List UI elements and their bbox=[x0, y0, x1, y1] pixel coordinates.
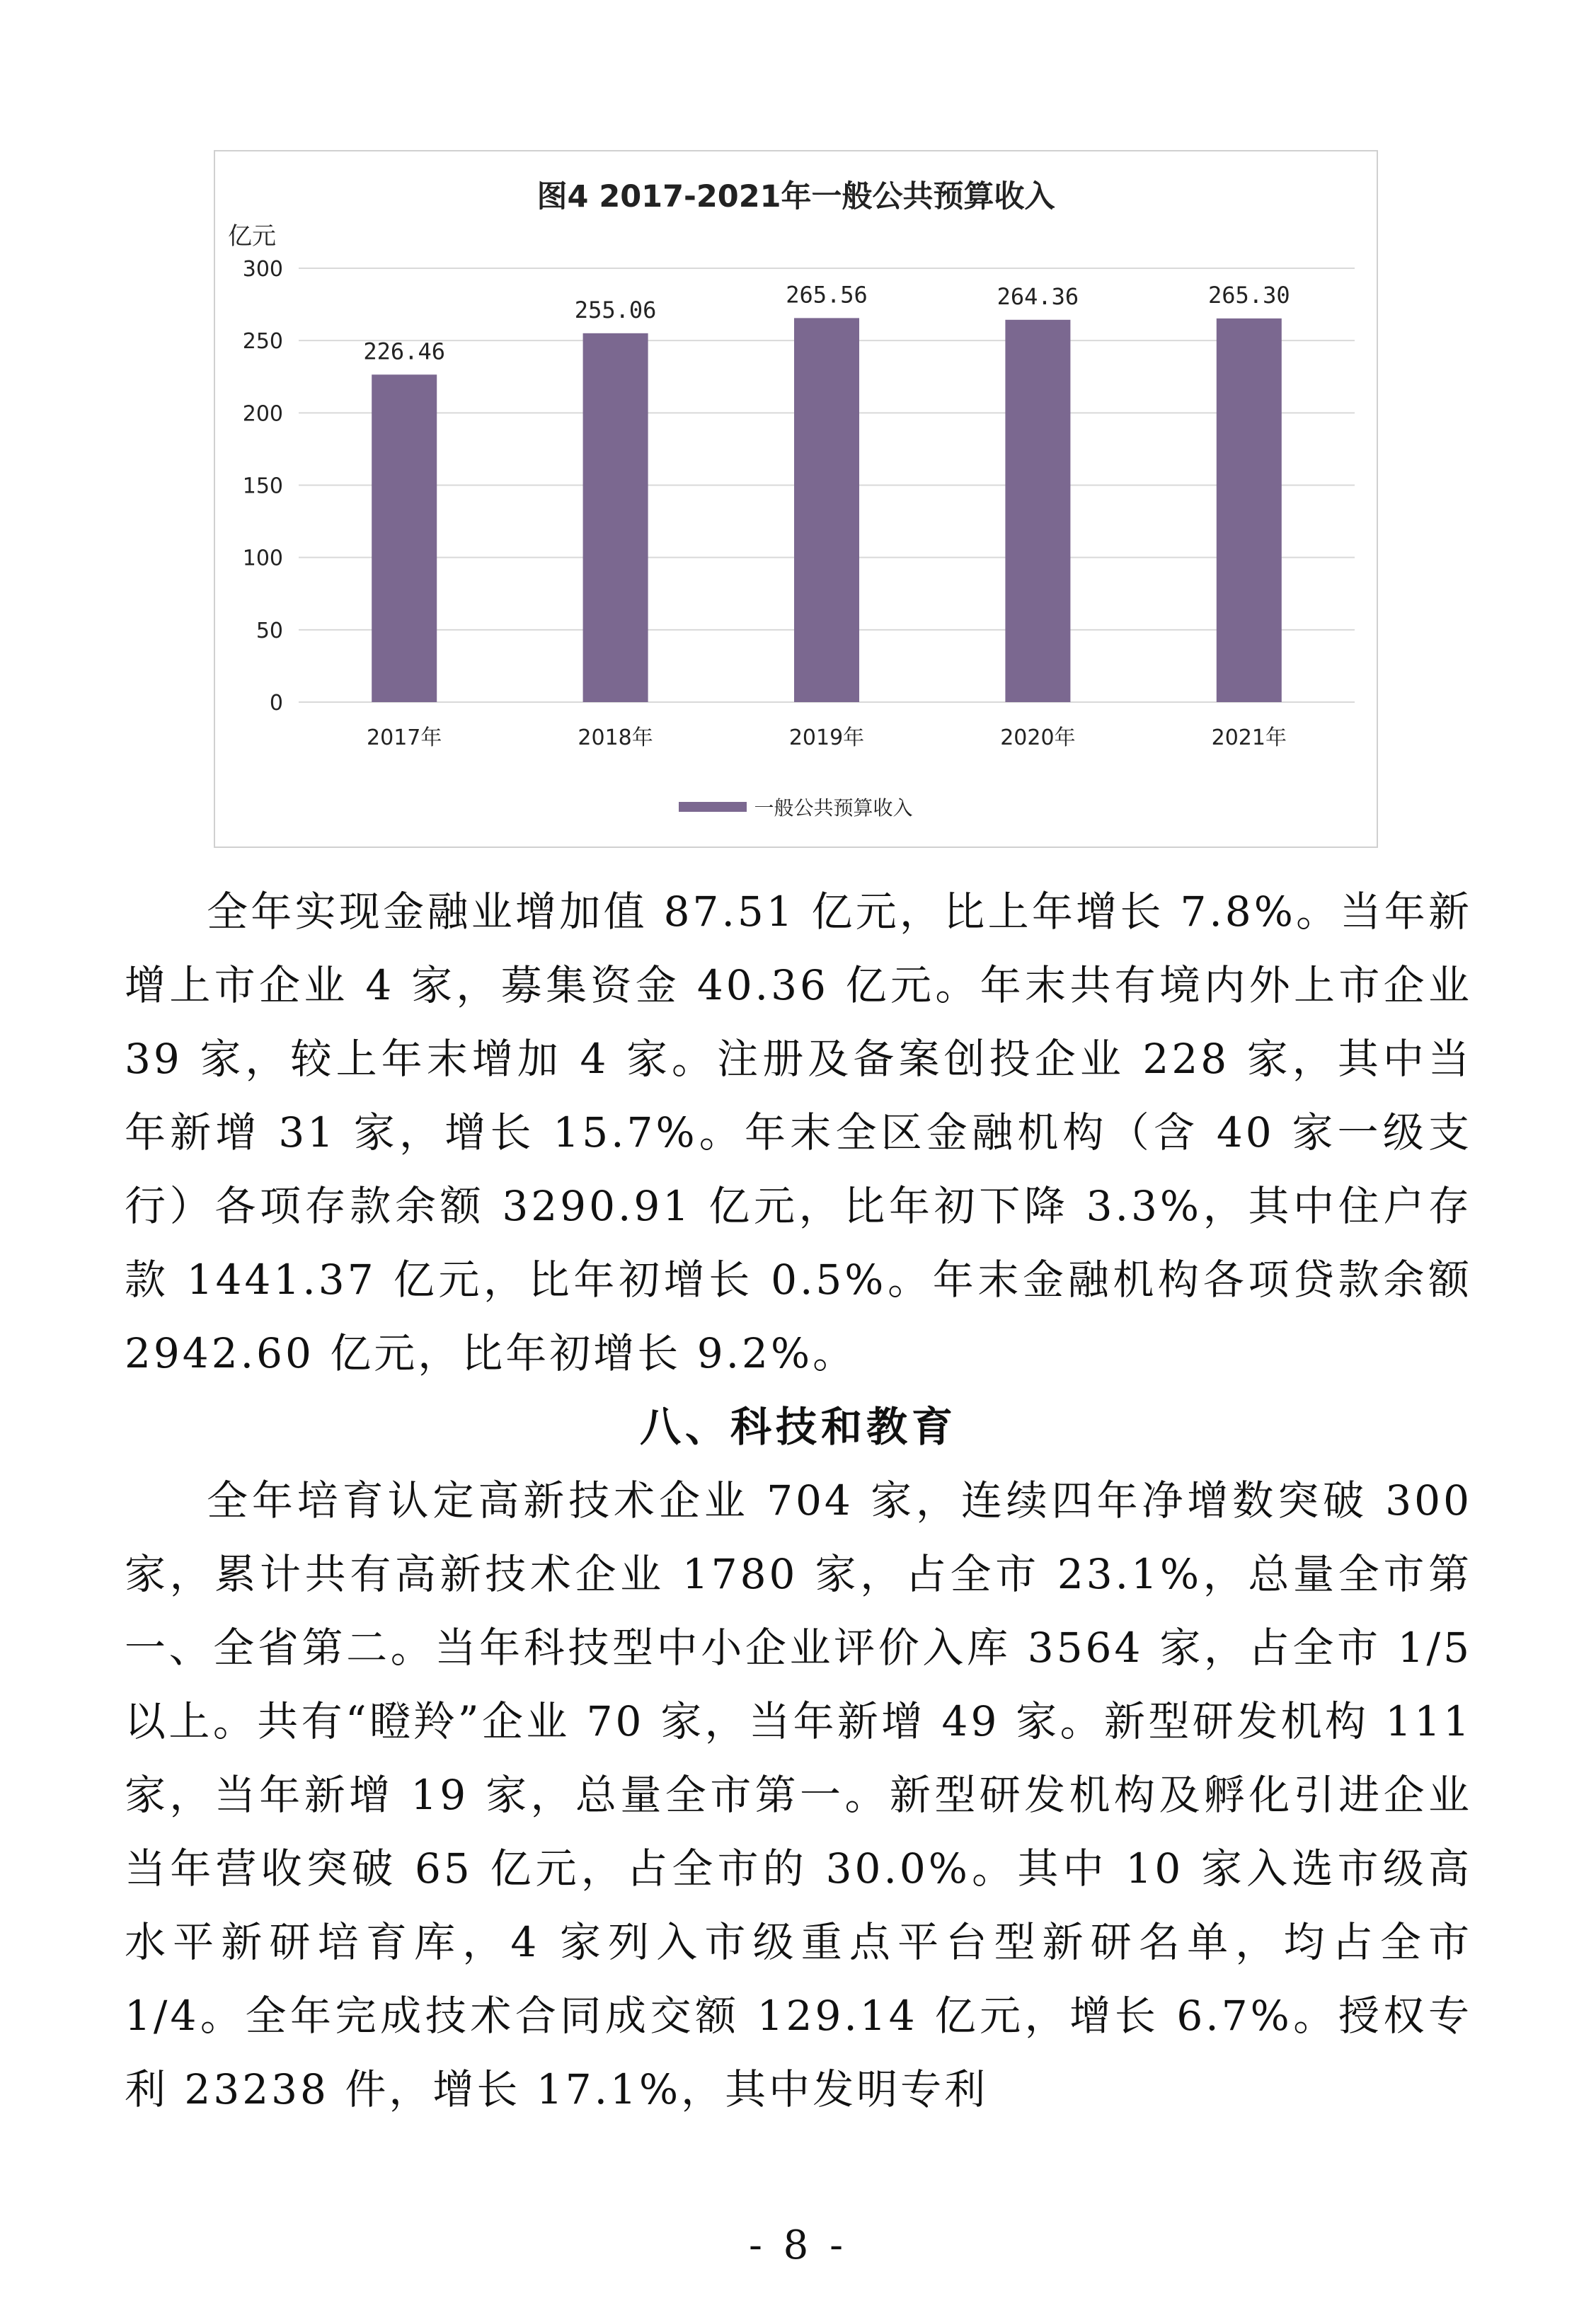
y-axis-unit-label: 亿元 bbox=[228, 222, 276, 251]
x-tick-label: 2017年 bbox=[367, 725, 442, 750]
page-number: - 8 - bbox=[748, 2222, 848, 2268]
y-tick-label: 300 bbox=[242, 257, 283, 282]
bar bbox=[1005, 320, 1070, 702]
y-tick-label: 50 bbox=[256, 618, 283, 643]
paragraph-finance: 全年实现金融业增加值 87.51 亿元，比上年增长 7.8%。当年新增上市企业 4 家，募集资金 40.36 亿元。年末共有境内外上市企业 39 家，较上年末增加 4 家。注册及备案创投企业 228 家，其中当年新增 31 家，增长 15.7%。年末全区金融机构（含 40 家一级支行）各项存款余额 3290.91 亿元，比年初下降 3.3%，其中住户存款 1441.37 亿元，比年初增长 0.5%。年末金融机构各项贷款余额 2942.60 亿元，比年初增长 9.2%。 bbox=[125, 888, 1472, 1377]
bar bbox=[794, 318, 859, 702]
y-tick-label: 250 bbox=[242, 329, 283, 355]
y-tick-label: 0 bbox=[269, 691, 283, 716]
y-tick-label: 200 bbox=[242, 401, 283, 427]
section-heading: 八、科技和教育 bbox=[639, 1403, 957, 1451]
bar bbox=[583, 333, 648, 702]
bar bbox=[372, 374, 437, 702]
chart-plot-area bbox=[215, 151, 1379, 849]
document-body bbox=[125, 875, 1472, 2126]
legend-swatch bbox=[679, 802, 747, 812]
x-tick-label: 2021年 bbox=[1211, 725, 1287, 750]
bar-chart bbox=[214, 150, 1378, 848]
y-tick-label: 100 bbox=[242, 546, 283, 571]
data-label: 226.46 bbox=[363, 338, 445, 365]
data-label: 255.06 bbox=[574, 296, 657, 323]
bar bbox=[1217, 318, 1282, 702]
chart-legend bbox=[215, 793, 1377, 821]
y-tick-label: 150 bbox=[242, 473, 283, 499]
legend-label: 一般公共预算收入 bbox=[754, 796, 913, 820]
paragraph-technology: 全年培育认定高新技术企业 704 家，连续四年净增数突破 300 家，累计共有高新技术企业 1780 家，占全市 23.1%，总量全市第一、全省第二。当年科技型中小企业评价入库 3564 家，占全市 1/5 以上。共有“瞪羚”企业 70 家，当年新增 49 家。新型研发机构 111 家，当年新增 19 家，总量全市第一。新型研发机构及孵化引进企业当年营收突破 65 亿元，占全市的 30.0%。其中 10 家入选市级高水平新研培育库，4 家列入市级重点平台型新研名单，均占全市 1/4。全年完成技术合同成交额 129.14 亿元，增长 6.7%。授权专利 23238 件，增长 17.1%，其中发明专利 bbox=[125, 1476, 1472, 2113]
x-tick-label: 2019年 bbox=[788, 725, 865, 750]
x-tick-label: 2018年 bbox=[578, 725, 653, 750]
data-label: 265.56 bbox=[786, 281, 868, 309]
chart-title: 图4 2017-2021年一般公共预算收入 bbox=[536, 179, 1055, 214]
data-label: 265.30 bbox=[1208, 281, 1290, 309]
x-tick-label: 2020年 bbox=[1000, 725, 1076, 750]
data-label: 264.36 bbox=[997, 282, 1079, 310]
